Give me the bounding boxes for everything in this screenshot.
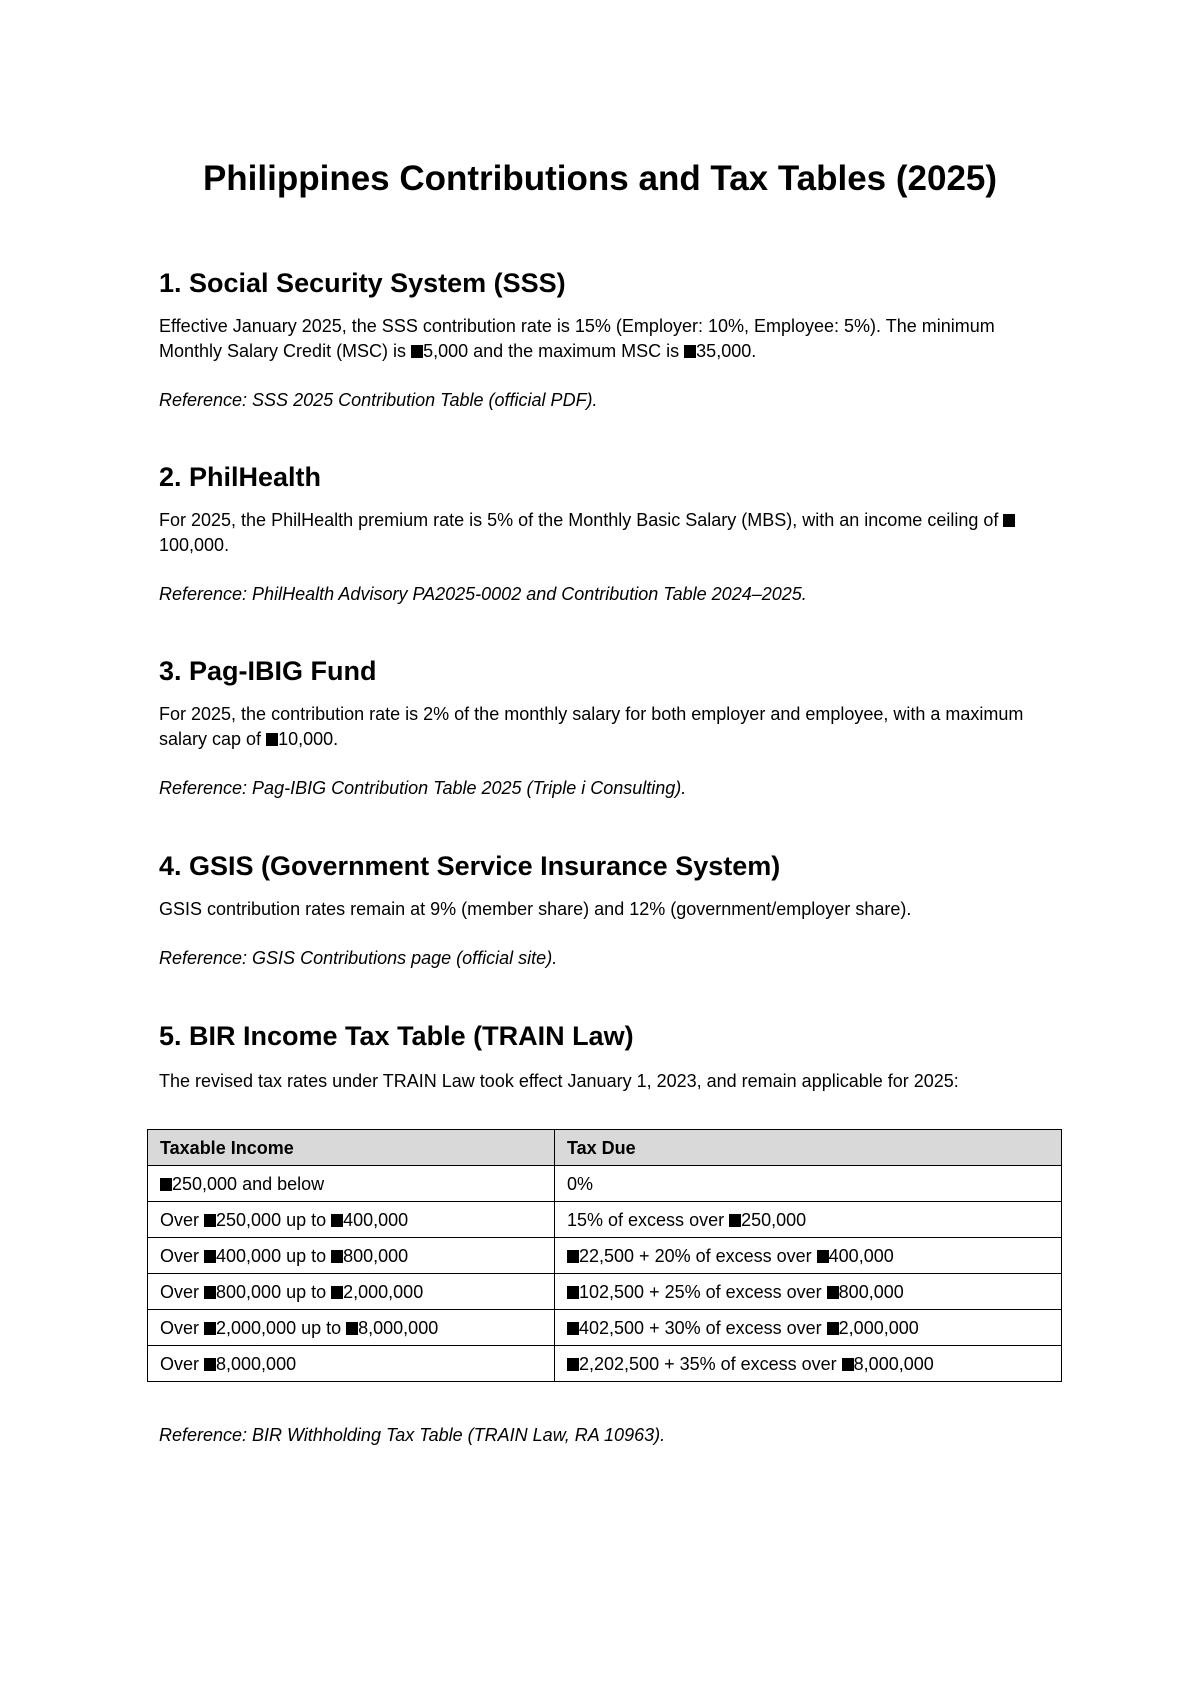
- cell-text: 8,000,000: [853, 1353, 934, 1374]
- section-body: GSIS contribution rates remain at 9% (member share) and 12% (government/employer share).: [159, 899, 912, 919]
- currency-glyph: [346, 1322, 358, 1335]
- currency-glyph: [266, 733, 278, 746]
- section-heading: 2. PhilHealth: [159, 462, 322, 492]
- cell-text: Over: [160, 1209, 205, 1230]
- cell-taxable-income: [148, 1202, 555, 1238]
- cell-text: 15% of excess over: [567, 1209, 730, 1230]
- cell-text: 250,000 up to: [216, 1209, 332, 1230]
- section-heading: 5. BIR Income Tax Table (TRAIN Law): [159, 1021, 634, 1051]
- section-bir: [159, 1019, 1059, 1094]
- table-row: [148, 1202, 1062, 1238]
- section-reference: Reference: GSIS Contributions page (official site).: [159, 948, 558, 968]
- cell-text: 8,000,000: [216, 1353, 297, 1374]
- body-text: Effective January 2025, the SSS contribution rate is 15% (Employer: 10%, Employee: 5%). The minimum Monthly Salary Credit (MSC) is: [159, 316, 995, 361]
- cell-text: 402,500 + 30% of excess over: [579, 1317, 827, 1338]
- table-row: [148, 1346, 1062, 1382]
- section-reference: Reference: BIR Withholding Tax Table (TRAIN Law, RA 10963).: [159, 1425, 666, 1445]
- table-row: [148, 1274, 1062, 1310]
- cell-taxable-income: [148, 1310, 555, 1346]
- cell-text: 2,000,000: [343, 1281, 424, 1302]
- currency-glyph: [1003, 514, 1015, 527]
- cell-text: 2,000,000 up to: [216, 1317, 347, 1338]
- section-heading: 3. Pag-IBIG Fund: [159, 656, 377, 686]
- currency-glyph: [204, 1286, 216, 1299]
- body-text: For 2025, the contribution rate is 2% of the monthly salary for both employer and employee, with a maximum salary cap of: [159, 704, 1024, 749]
- section-reference: Reference: PhilHealth Advisory PA2025-0002 and Contribution Table 2024–2025.: [159, 584, 807, 604]
- section-body: The revised tax rates under TRAIN Law took effect January 1, 2023, and remain applicable for 2025:: [159, 1071, 959, 1091]
- cell-text: 250,000: [741, 1209, 807, 1230]
- column-header-taxable-income: Taxable Income: [148, 1130, 555, 1166]
- section-reference: Reference: Pag-IBIG Contribution Table 2025 (Triple i Consulting).: [159, 778, 687, 798]
- cell-text: Over: [160, 1245, 205, 1266]
- tax-table-body: [148, 1166, 1062, 1382]
- cell-taxable-income: [148, 1238, 555, 1274]
- body-text: 100,000.: [159, 535, 230, 555]
- cell-tax-due: [555, 1238, 1062, 1274]
- cell-text: 400,000 up to: [216, 1245, 332, 1266]
- table-row: [148, 1166, 1062, 1202]
- section-body: [159, 508, 1059, 558]
- cell-text: 400,000: [828, 1245, 894, 1266]
- currency-glyph: [567, 1322, 579, 1335]
- section-heading: 1. Social Security System (SSS): [159, 268, 566, 298]
- cell-text: 800,000: [343, 1245, 409, 1266]
- currency-glyph: [204, 1250, 216, 1263]
- section-heading: 4. GSIS (Government Service Insurance System): [159, 851, 781, 881]
- cell-text: 102,500 + 25% of excess over: [579, 1281, 827, 1302]
- currency-glyph: [331, 1250, 343, 1263]
- table-row: [148, 1310, 1062, 1346]
- cell-text: 8,000,000: [358, 1317, 439, 1338]
- currency-glyph: [160, 1178, 172, 1191]
- section-body: [159, 314, 1059, 364]
- currency-glyph: [411, 345, 423, 358]
- currency-glyph: [567, 1358, 579, 1371]
- currency-glyph: [567, 1250, 579, 1263]
- section-gsis: [159, 849, 1059, 971]
- cell-text: Over: [160, 1317, 205, 1338]
- cell-taxable-income: [148, 1274, 555, 1310]
- body-text: For 2025, the PhilHealth premium rate is 5% of the Monthly Basic Salary (MBS), with an income ceiling of: [159, 510, 1004, 530]
- section-pagibig: [159, 654, 1059, 801]
- cell-text: 2,000,000: [838, 1317, 919, 1338]
- cell-text: 250,000 and below: [172, 1173, 325, 1194]
- cell-taxable-income: [148, 1166, 555, 1202]
- cell-text: 800,000: [838, 1281, 904, 1302]
- cell-text: Over: [160, 1353, 205, 1374]
- cell-text: Over: [160, 1281, 205, 1302]
- cell-tax-due: [555, 1166, 1062, 1202]
- currency-glyph: [204, 1358, 216, 1371]
- currency-glyph: [204, 1322, 216, 1335]
- cell-text: 22,500 + 20% of excess over: [579, 1245, 817, 1266]
- section-body: [159, 702, 1059, 752]
- cell-tax-due: [555, 1310, 1062, 1346]
- section-reference: Reference: SSS 2025 Contribution Table (official PDF).: [159, 390, 598, 410]
- currency-glyph: [842, 1358, 854, 1371]
- currency-glyph: [331, 1214, 343, 1227]
- body-text: 10,000.: [278, 729, 339, 749]
- currency-glyph: [204, 1214, 216, 1227]
- page-title: Philippines Contributions and Tax Tables (2025): [202, 159, 998, 198]
- section-philhealth: [159, 460, 1059, 607]
- currency-glyph: [567, 1286, 579, 1299]
- currency-glyph: [331, 1286, 343, 1299]
- table-row: [148, 1238, 1062, 1274]
- currency-glyph: [827, 1286, 839, 1299]
- section-sss: [159, 266, 1059, 413]
- currency-glyph: [827, 1322, 839, 1335]
- currency-glyph: [817, 1250, 829, 1263]
- tax-table: [147, 1129, 1062, 1382]
- cell-text: 0%: [567, 1173, 594, 1194]
- currency-glyph: [684, 345, 696, 358]
- cell-tax-due: [555, 1274, 1062, 1310]
- cell-taxable-income: [148, 1346, 555, 1382]
- cell-text: 2,202,500 + 35% of excess over: [579, 1353, 842, 1374]
- cell-tax-due: [555, 1346, 1062, 1382]
- cell-text: 800,000 up to: [216, 1281, 332, 1302]
- cell-text: 400,000: [343, 1209, 409, 1230]
- body-text: 5,000 and the maximum MSC is: [423, 341, 685, 361]
- table-header-row: [148, 1130, 1062, 1166]
- column-header-tax-due: Tax Due: [555, 1130, 1062, 1166]
- currency-glyph: [729, 1214, 741, 1227]
- body-text: 35,000.: [696, 341, 757, 361]
- cell-tax-due: [555, 1202, 1062, 1238]
